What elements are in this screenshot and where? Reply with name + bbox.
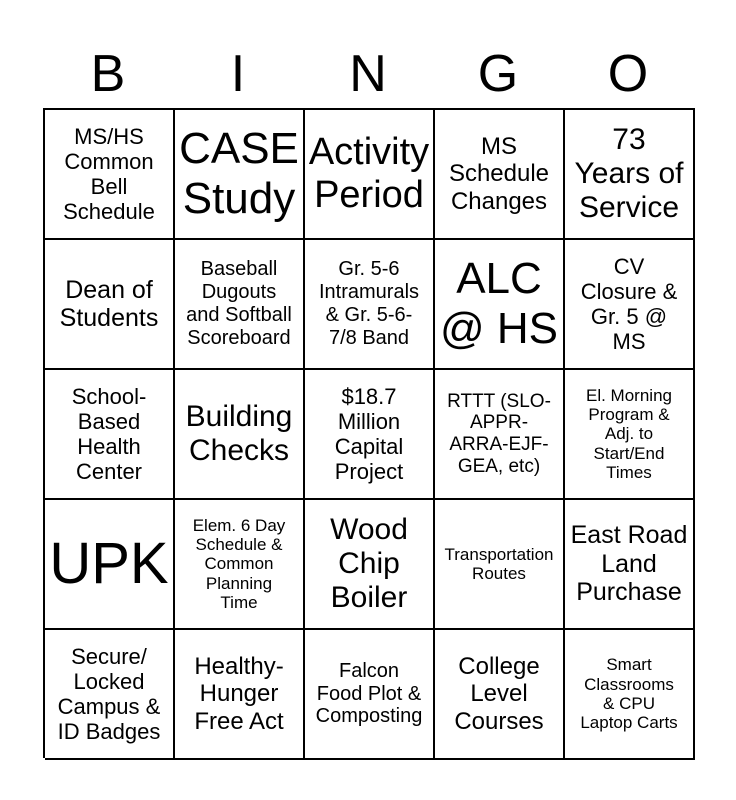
bingo-cell[interactable] (305, 630, 435, 760)
bingo-cell[interactable] (435, 370, 565, 500)
cell-text: Wood Chip Boiler (330, 512, 408, 615)
header-letter-o: O (607, 45, 649, 103)
bingo-cell[interactable] (175, 240, 305, 370)
cell-text: MS Schedule Changes (448, 132, 550, 215)
bingo-cell[interactable] (175, 370, 305, 500)
cell-text: MS/HS Common Bell Schedule (63, 123, 155, 225)
bingo-cell[interactable] (435, 500, 565, 630)
cell-text: Secure/ Locked Campus & ID Badges (57, 643, 161, 745)
bingo-cell[interactable] (565, 630, 695, 760)
bingo-cell[interactable] (305, 240, 435, 370)
header-letter-n: N (349, 45, 387, 103)
cell-text: College Level Courses (454, 652, 544, 735)
cell-text: UPK (49, 530, 169, 596)
bingo-cell[interactable] (45, 240, 175, 370)
cell-text: ALC @ HS (439, 253, 558, 353)
cell-text: Baseball Dugouts and Softball Scoreboard (186, 258, 292, 349)
cell-text: RTTT (SLO- APPR- ARRA-EJF- GEA, etc) (447, 390, 551, 477)
header-letter-i: I (230, 45, 246, 103)
cell-text: Gr. 5-6 Intramurals & Gr. 5-6- 7/8 Band (318, 258, 420, 349)
bingo-cell[interactable] (175, 500, 305, 630)
cell-text: East Road Land Purchase (570, 521, 688, 607)
bingo-cell[interactable] (305, 370, 435, 500)
bingo-cell[interactable] (565, 500, 695, 630)
cell-text: $18.7 Million Capital Project (334, 383, 404, 485)
bingo-cell[interactable] (565, 240, 695, 370)
bingo-cell[interactable] (45, 370, 175, 500)
cell-text: CASE Study (179, 123, 299, 223)
bingo-cell[interactable] (565, 110, 695, 240)
bingo-cell[interactable] (45, 500, 175, 630)
bingo-cell[interactable] (435, 240, 565, 370)
cell-text: 73 Years of Service (574, 122, 684, 225)
cell-text: School- Based Health Center (71, 383, 147, 485)
cell-text: Dean of Students (59, 275, 159, 332)
bingo-cell[interactable] (45, 110, 175, 240)
bingo-cell[interactable] (305, 110, 435, 240)
cell-text: Activity Period (308, 130, 430, 216)
bingo-grid (43, 108, 695, 758)
bingo-cell[interactable] (435, 110, 565, 240)
cell-text: Falcon Food Plot & Composting (315, 659, 423, 728)
cell-text: Smart Classrooms & CPU Laptop Carts (580, 655, 678, 733)
cell-text: CV Closure & Gr. 5 @ MS (580, 253, 678, 355)
bingo-cell[interactable] (565, 370, 695, 500)
cell-text: El. Morning Program & Adj. to Start/End Times (586, 385, 672, 483)
bingo-cell[interactable] (175, 630, 305, 760)
cell-text: Transportation Routes (444, 544, 554, 583)
bingo-cell[interactable] (305, 500, 435, 630)
cell-text: Healthy- Hunger Free Act (194, 652, 284, 735)
header-letter-b: B (90, 45, 126, 103)
bingo-cell[interactable] (435, 630, 565, 760)
bingo-cell[interactable] (45, 630, 175, 760)
header-letter-g: G (477, 45, 519, 103)
cell-text: Elem. 6 Day Schedule & Common Planning Time (192, 515, 286, 613)
bingo-cell[interactable] (175, 110, 305, 240)
cell-text: Building Checks (185, 399, 293, 467)
bingo-header (43, 40, 693, 108)
